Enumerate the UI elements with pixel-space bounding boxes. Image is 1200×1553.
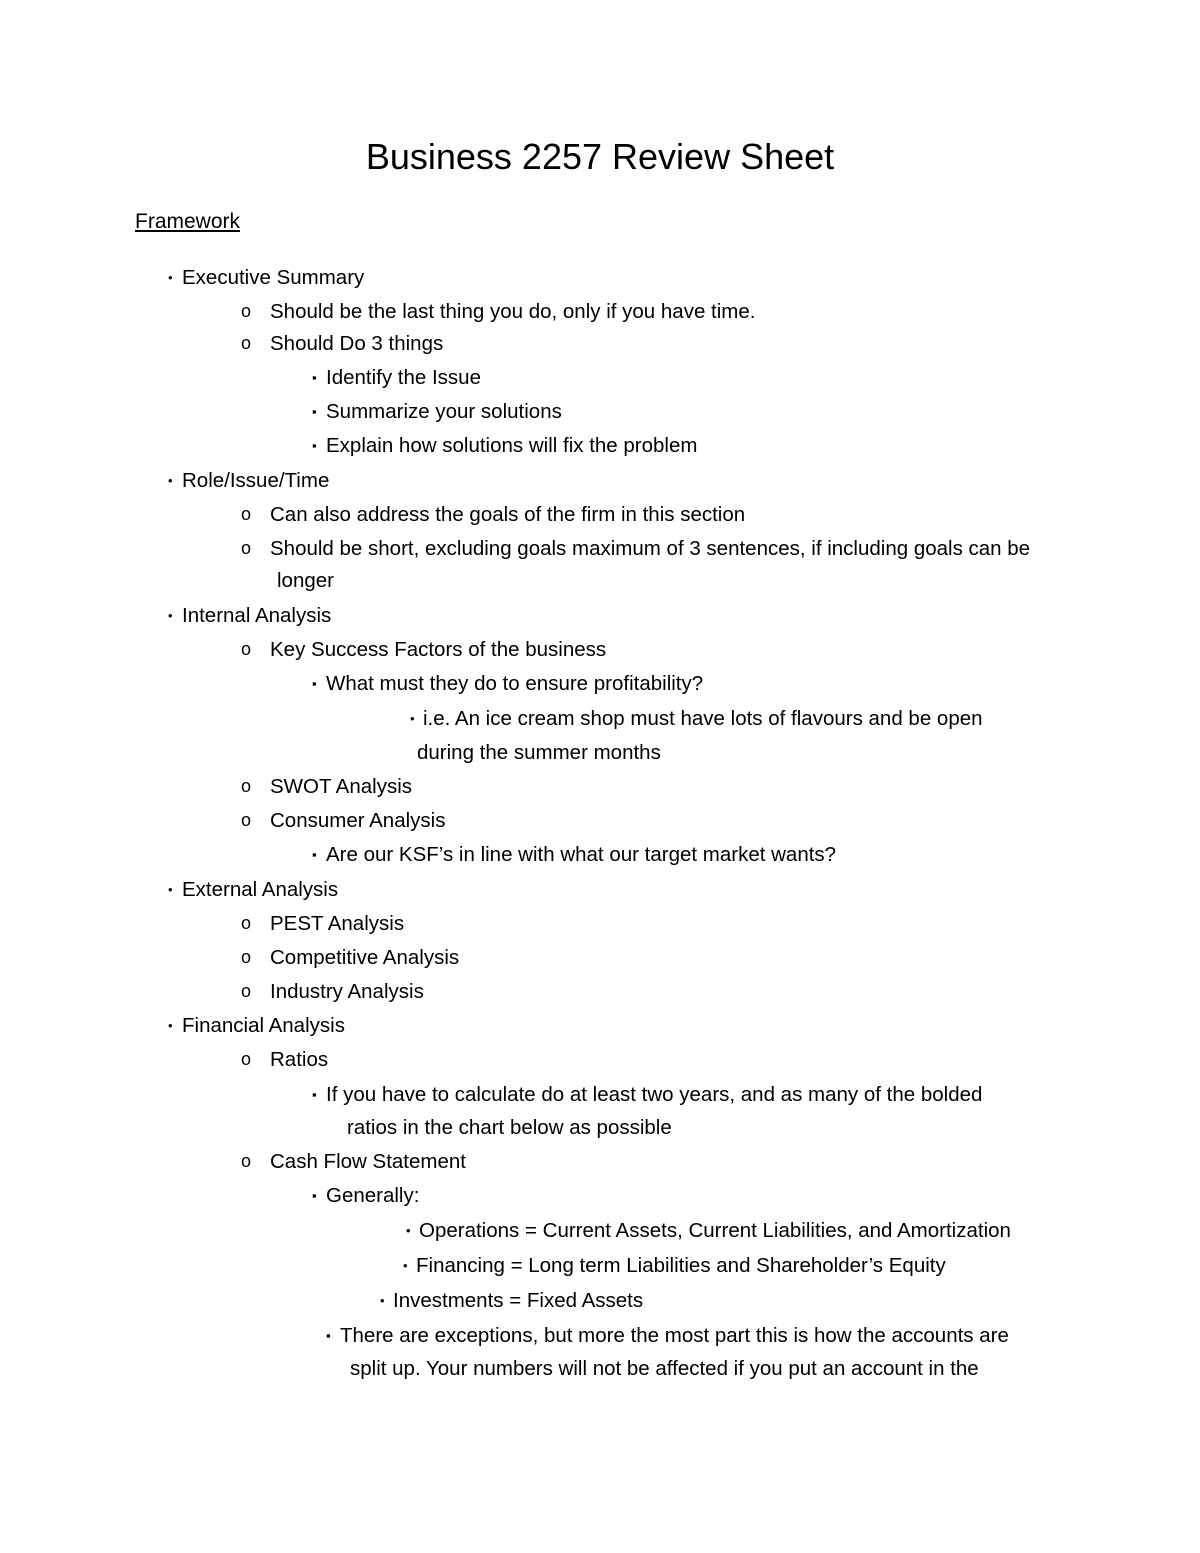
bullet-circle: o <box>241 301 252 321</box>
bullet-square: ▪ <box>312 847 317 862</box>
list-item-continuation: ratios in the chart below as possible <box>347 1116 672 1139</box>
bullet-square: ▪ <box>312 676 317 691</box>
bullet-dot: • <box>403 1258 408 1273</box>
list-item-continuation: split up. Your numbers will not be affected if you put an account in the <box>350 1357 979 1380</box>
bullet-dot: • <box>168 882 173 897</box>
bullet-square: ▪ <box>312 438 317 453</box>
list-item-continuation: longer <box>277 569 334 592</box>
bullet-square: ▪ <box>312 404 317 419</box>
page-title: Business 2257 Review Sheet <box>365 136 835 177</box>
bullet-square: ▪ <box>312 370 317 385</box>
bullet-circle: o <box>241 333 252 353</box>
bullet-square: ▪ <box>326 1328 331 1343</box>
bullet-dot: • <box>168 473 173 488</box>
bullet-circle: o <box>241 981 252 1001</box>
bullet-circle: o <box>241 776 252 796</box>
section-heading-framework: Framework <box>135 210 241 233</box>
bullet-dot: • <box>168 1018 173 1033</box>
bullet-circle: o <box>241 947 252 967</box>
bullet-circle: o <box>241 913 252 933</box>
bullet-square: ▪ <box>312 1188 317 1203</box>
bullet-dot: • <box>168 270 173 285</box>
bullet-circle: o <box>241 504 252 524</box>
bullet-dot: • <box>406 1223 411 1238</box>
bullet-circle: o <box>241 1151 252 1171</box>
bullet-circle: o <box>241 810 252 830</box>
bullet-dot: • <box>380 1293 385 1308</box>
bullet-circle: o <box>241 538 252 558</box>
bullet-dot: • <box>410 711 415 726</box>
bullet-square: ▪ <box>312 1087 317 1102</box>
bullet-dot: • <box>168 608 173 623</box>
bullet-circle: o <box>241 1049 252 1069</box>
bullet-circle: o <box>241 639 252 659</box>
list-item-continuation: during the summer months <box>417 741 661 764</box>
